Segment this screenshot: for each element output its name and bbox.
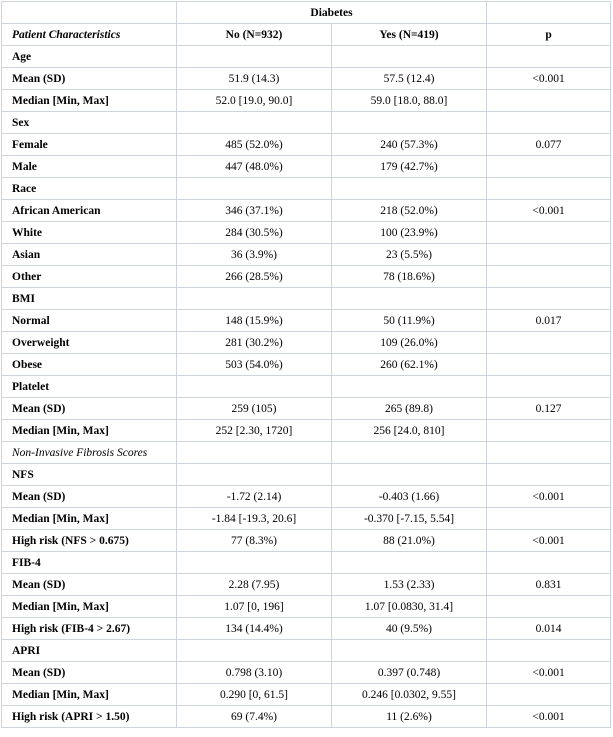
no-diabetes-value: 0.290 [0, 61.5] — [177, 684, 332, 706]
empty-cell — [487, 442, 611, 464]
no-diabetes-value: 36 (3.9%) — [177, 244, 332, 266]
empty-cell — [332, 640, 487, 662]
p-value — [487, 508, 611, 530]
section-row — [2, 640, 611, 662]
no-diabetes-value: 1.07 [0, 196] — [177, 596, 332, 618]
table-row — [2, 662, 611, 684]
yes-diabetes-value: 50 (11.9%) — [332, 310, 487, 332]
empty-cell — [177, 376, 332, 398]
header-empty-cell — [2, 2, 177, 24]
yes-diabetes-header: Yes (N=419) — [332, 24, 487, 46]
row-label: Median [Min, Max] — [2, 508, 177, 530]
empty-cell — [177, 640, 332, 662]
yes-diabetes-value: 59.0 [18.0, 88.0] — [332, 90, 487, 112]
section-row — [2, 112, 611, 134]
table-row — [2, 596, 611, 618]
empty-cell — [177, 46, 332, 68]
column-header-row — [2, 24, 611, 46]
table-row — [2, 222, 611, 244]
yes-diabetes-value: 179 (42.7%) — [332, 156, 487, 178]
row-label: White — [2, 222, 177, 244]
table-row — [2, 90, 611, 112]
p-value: <0.001 — [487, 68, 611, 90]
no-diabetes-value: 52.0 [19.0, 90.0] — [177, 90, 332, 112]
yes-diabetes-value: 88 (21.0%) — [332, 530, 487, 552]
p-value — [487, 596, 611, 618]
row-label: Mean (SD) — [2, 398, 177, 420]
row-label: Other — [2, 266, 177, 288]
yes-diabetes-value: 1.07 [0.0830, 31.4] — [332, 596, 487, 618]
table-row — [2, 244, 611, 266]
section-row — [2, 178, 611, 200]
empty-cell — [487, 376, 611, 398]
no-diabetes-value: 148 (15.9%) — [177, 310, 332, 332]
table-row — [2, 156, 611, 178]
yes-diabetes-value: 100 (23.9%) — [332, 222, 487, 244]
yes-diabetes-value: 1.53 (2.33) — [332, 574, 487, 596]
yes-diabetes-value: -0.403 (1.66) — [332, 486, 487, 508]
no-diabetes-value: 284 (30.5%) — [177, 222, 332, 244]
yes-diabetes-value: 265 (89.8) — [332, 398, 487, 420]
table-row — [2, 508, 611, 530]
no-diabetes-value: 447 (48.0%) — [177, 156, 332, 178]
no-diabetes-value: 134 (14.4%) — [177, 618, 332, 640]
row-label: Mean (SD) — [2, 68, 177, 90]
p-value: 0.127 — [487, 398, 611, 420]
empty-cell — [487, 46, 611, 68]
table-body — [2, 46, 611, 728]
section-row — [2, 376, 611, 398]
row-label: Asian — [2, 244, 177, 266]
row-label: Median [Min, Max] — [2, 684, 177, 706]
no-diabetes-value: 259 (105) — [177, 398, 332, 420]
section-label: BMI — [2, 288, 177, 310]
no-diabetes-value: 346 (37.1%) — [177, 200, 332, 222]
row-label: Female — [2, 134, 177, 156]
p-value — [487, 266, 611, 288]
empty-cell — [177, 178, 332, 200]
empty-cell — [332, 552, 487, 574]
no-diabetes-value: 281 (30.2%) — [177, 332, 332, 354]
table-row — [2, 420, 611, 442]
no-diabetes-value: 485 (52.0%) — [177, 134, 332, 156]
p-value — [487, 90, 611, 112]
diabetes-group-header: Diabetes — [177, 2, 487, 24]
no-diabetes-value: 503 (54.0%) — [177, 354, 332, 376]
table-row — [2, 68, 611, 90]
empty-cell — [487, 178, 611, 200]
p-value — [487, 222, 611, 244]
group-heading-label: Non-Invasive Fibrosis Scores — [2, 442, 177, 464]
table-row — [2, 354, 611, 376]
table-row — [2, 332, 611, 354]
no-diabetes-value: 69 (7.4%) — [177, 706, 332, 728]
row-label: Normal — [2, 310, 177, 332]
empty-cell — [332, 464, 487, 486]
row-label: Mean (SD) — [2, 486, 177, 508]
empty-cell — [332, 112, 487, 134]
p-value: 0.831 — [487, 574, 611, 596]
row-label: African American — [2, 200, 177, 222]
yes-diabetes-value: 218 (52.0%) — [332, 200, 487, 222]
section-row — [2, 46, 611, 68]
row-label: Mean (SD) — [2, 662, 177, 684]
empty-cell — [177, 552, 332, 574]
p-value: 0.017 — [487, 310, 611, 332]
no-diabetes-header: No (N=932) — [177, 24, 332, 46]
row-label: Male — [2, 156, 177, 178]
row-label: High risk (FIB-4 > 2.67) — [2, 618, 177, 640]
no-diabetes-value: -1.84 [-19.3, 20.6] — [177, 508, 332, 530]
empty-cell — [332, 288, 487, 310]
row-label: Mean (SD) — [2, 574, 177, 596]
empty-cell — [177, 442, 332, 464]
group-header-row — [2, 2, 611, 24]
section-row — [2, 464, 611, 486]
table-row — [2, 398, 611, 420]
yes-diabetes-value: 0.397 (0.748) — [332, 662, 487, 684]
p-value: <0.001 — [487, 706, 611, 728]
yes-diabetes-value: 57.5 (12.4) — [332, 68, 487, 90]
row-label: Overweight — [2, 332, 177, 354]
empty-cell — [177, 288, 332, 310]
yes-diabetes-value: 0.246 [0.0302, 9.55] — [332, 684, 487, 706]
empty-cell — [487, 112, 611, 134]
table-row — [2, 618, 611, 640]
p-value — [487, 332, 611, 354]
no-diabetes-value: 266 (28.5%) — [177, 266, 332, 288]
yes-diabetes-value: 23 (5.5%) — [332, 244, 487, 266]
section-row — [2, 288, 611, 310]
header-empty-cell — [487, 2, 611, 24]
empty-cell — [177, 112, 332, 134]
section-label: Race — [2, 178, 177, 200]
no-diabetes-value: 2.28 (7.95) — [177, 574, 332, 596]
group-heading-row — [2, 442, 611, 464]
table-row — [2, 310, 611, 332]
yes-diabetes-value: 109 (26.0%) — [332, 332, 487, 354]
table-row — [2, 134, 611, 156]
yes-diabetes-value: 11 (2.6%) — [332, 706, 487, 728]
empty-cell — [487, 288, 611, 310]
yes-diabetes-value: 78 (18.6%) — [332, 266, 487, 288]
table-row — [2, 266, 611, 288]
row-label: Obese — [2, 354, 177, 376]
p-value: <0.001 — [487, 530, 611, 552]
yes-diabetes-value: 260 (62.1%) — [332, 354, 487, 376]
p-value — [487, 244, 611, 266]
table-row — [2, 530, 611, 552]
no-diabetes-value: 77 (8.3%) — [177, 530, 332, 552]
patient-characteristics-header: Patient Characteristics — [2, 24, 177, 46]
empty-cell — [487, 640, 611, 662]
section-label: FIB-4 — [2, 552, 177, 574]
p-value-header: p — [487, 24, 611, 46]
empty-cell — [332, 442, 487, 464]
row-label: Median [Min, Max] — [2, 90, 177, 112]
row-label: High risk (APRI > 1.50) — [2, 706, 177, 728]
empty-cell — [177, 464, 332, 486]
patient-characteristics-table — [1, 1, 611, 728]
row-label: High risk (NFS > 0.675) — [2, 530, 177, 552]
no-diabetes-value: 252 [2.30, 1720] — [177, 420, 332, 442]
p-value: <0.001 — [487, 486, 611, 508]
empty-cell — [487, 552, 611, 574]
p-value: <0.001 — [487, 200, 611, 222]
row-label: Median [Min, Max] — [2, 420, 177, 442]
no-diabetes-value: 51.9 (14.3) — [177, 68, 332, 90]
section-label: Age — [2, 46, 177, 68]
row-label: Median [Min, Max] — [2, 596, 177, 618]
p-value: 0.077 — [487, 134, 611, 156]
no-diabetes-value: -1.72 (2.14) — [177, 486, 332, 508]
empty-cell — [332, 178, 487, 200]
p-value — [487, 156, 611, 178]
yes-diabetes-value: 40 (9.5%) — [332, 618, 487, 640]
p-value — [487, 354, 611, 376]
p-value: 0.014 — [487, 618, 611, 640]
p-value: <0.001 — [487, 662, 611, 684]
no-diabetes-value: 0.798 (3.10) — [177, 662, 332, 684]
p-value — [487, 684, 611, 706]
section-row — [2, 552, 611, 574]
section-label: Platelet — [2, 376, 177, 398]
yes-diabetes-value: 240 (57.3%) — [332, 134, 487, 156]
empty-cell — [487, 464, 611, 486]
table-row — [2, 486, 611, 508]
empty-cell — [332, 376, 487, 398]
yes-diabetes-value: -0.370 [-7.15, 5.54] — [332, 508, 487, 530]
p-value — [487, 420, 611, 442]
table-header — [2, 2, 611, 46]
yes-diabetes-value: 256 [24.0, 810] — [332, 420, 487, 442]
table-row — [2, 706, 611, 728]
table-row — [2, 200, 611, 222]
table-row — [2, 684, 611, 706]
table-row — [2, 574, 611, 596]
empty-cell — [332, 46, 487, 68]
section-label: APRI — [2, 640, 177, 662]
section-label: NFS — [2, 464, 177, 486]
section-label: Sex — [2, 112, 177, 134]
